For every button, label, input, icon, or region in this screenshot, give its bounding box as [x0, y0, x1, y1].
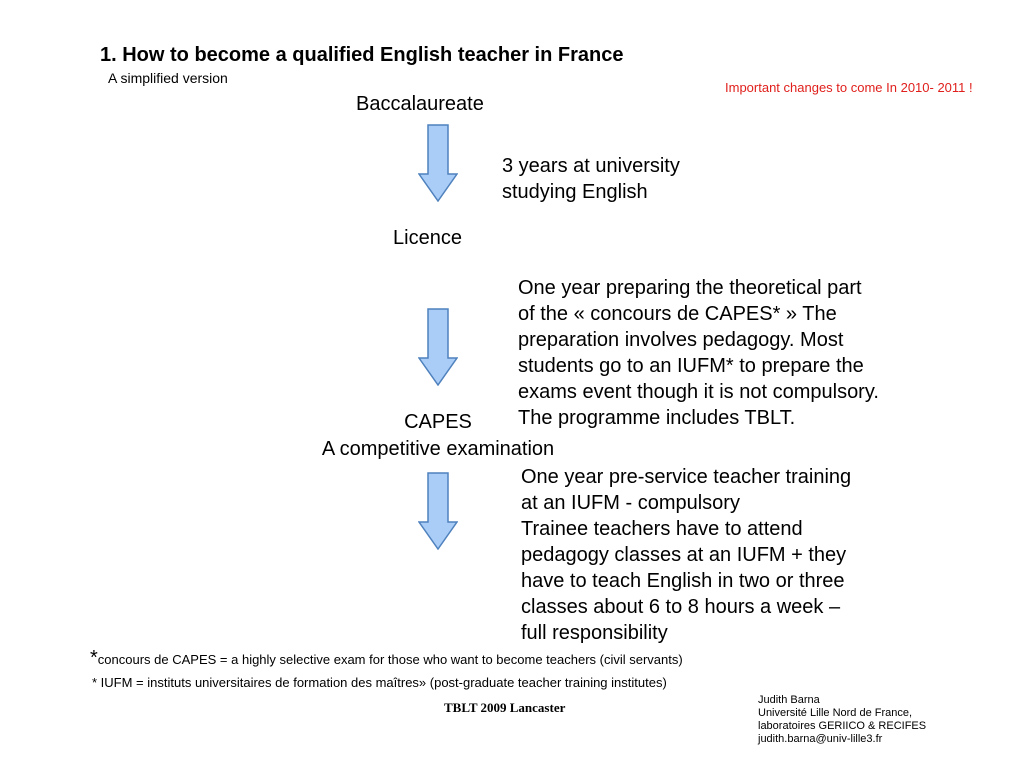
author-labs: laboratoires GERIICO & RECIFES: [758, 720, 927, 732]
stage-capes-label: CAPES: [404, 411, 472, 433]
description-line: preparation involves pedagogy. Most: [518, 329, 844, 351]
step-teacher-training-description: [521, 464, 941, 646]
footnote-iufm: * IUFM = instituts universitaires de formation des maîtres» (post-graduate teacher training institutes): [92, 675, 667, 690]
down-arrow-icon: [418, 472, 458, 550]
description-line: studying English: [502, 181, 648, 203]
description-line: of the « concours de CAPES* » The: [518, 303, 837, 325]
description-line: full responsibility: [521, 622, 668, 644]
description-line: students go to an IUFM* to prepare the: [518, 355, 864, 377]
description-line: The programme includes TBLT.: [518, 407, 796, 429]
description-line: Trainee teachers have to attend: [521, 518, 803, 540]
conference-label: TBLT 2009 Lancaster: [444, 700, 566, 715]
down-arrow-icon: [418, 308, 458, 386]
footnote-capes: [90, 647, 683, 670]
stage-capes-subtitle: A competitive examination: [321, 438, 555, 460]
changes-note: Important changes to come In 2010- 2011 !: [725, 80, 973, 95]
description-line: have to teach English in two or three: [521, 570, 845, 592]
author-email: judith.barna@univ-lille3.fr: [758, 733, 883, 745]
description-line: classes about 6 to 8 hours a week –: [521, 596, 841, 618]
footnote-star: *: [90, 647, 98, 669]
page-subtitle: A simplified version: [108, 70, 228, 86]
author-info: [758, 694, 926, 746]
description-line: 3 years at university: [502, 155, 680, 177]
description-line: at an IUFM - compulsory: [521, 492, 740, 514]
step-university-description: [502, 153, 742, 205]
description-line: One year pre-service teacher training: [521, 466, 852, 488]
step-capes-preparation-description: [518, 275, 958, 431]
author-name: Judith Barna: [758, 694, 820, 706]
description-line: One year preparing the theoretical part: [518, 277, 862, 299]
footnote-capes-text: concours de CAPES = a highly selective exam for those who want to become teachers (civil servants): [97, 652, 683, 667]
description-line: exams event though it is not compulsory.: [518, 381, 879, 403]
author-affiliation: Université Lille Nord de France,: [758, 707, 913, 719]
stage-baccalaureate: Baccalaureate: [356, 93, 484, 115]
description-line: pedagogy classes at an IUFM + they: [521, 544, 847, 566]
down-arrow-icon: [418, 124, 458, 202]
page-title: 1. How to become a qualified English teacher in France: [100, 44, 624, 66]
stage-licence: Licence: [393, 227, 462, 249]
